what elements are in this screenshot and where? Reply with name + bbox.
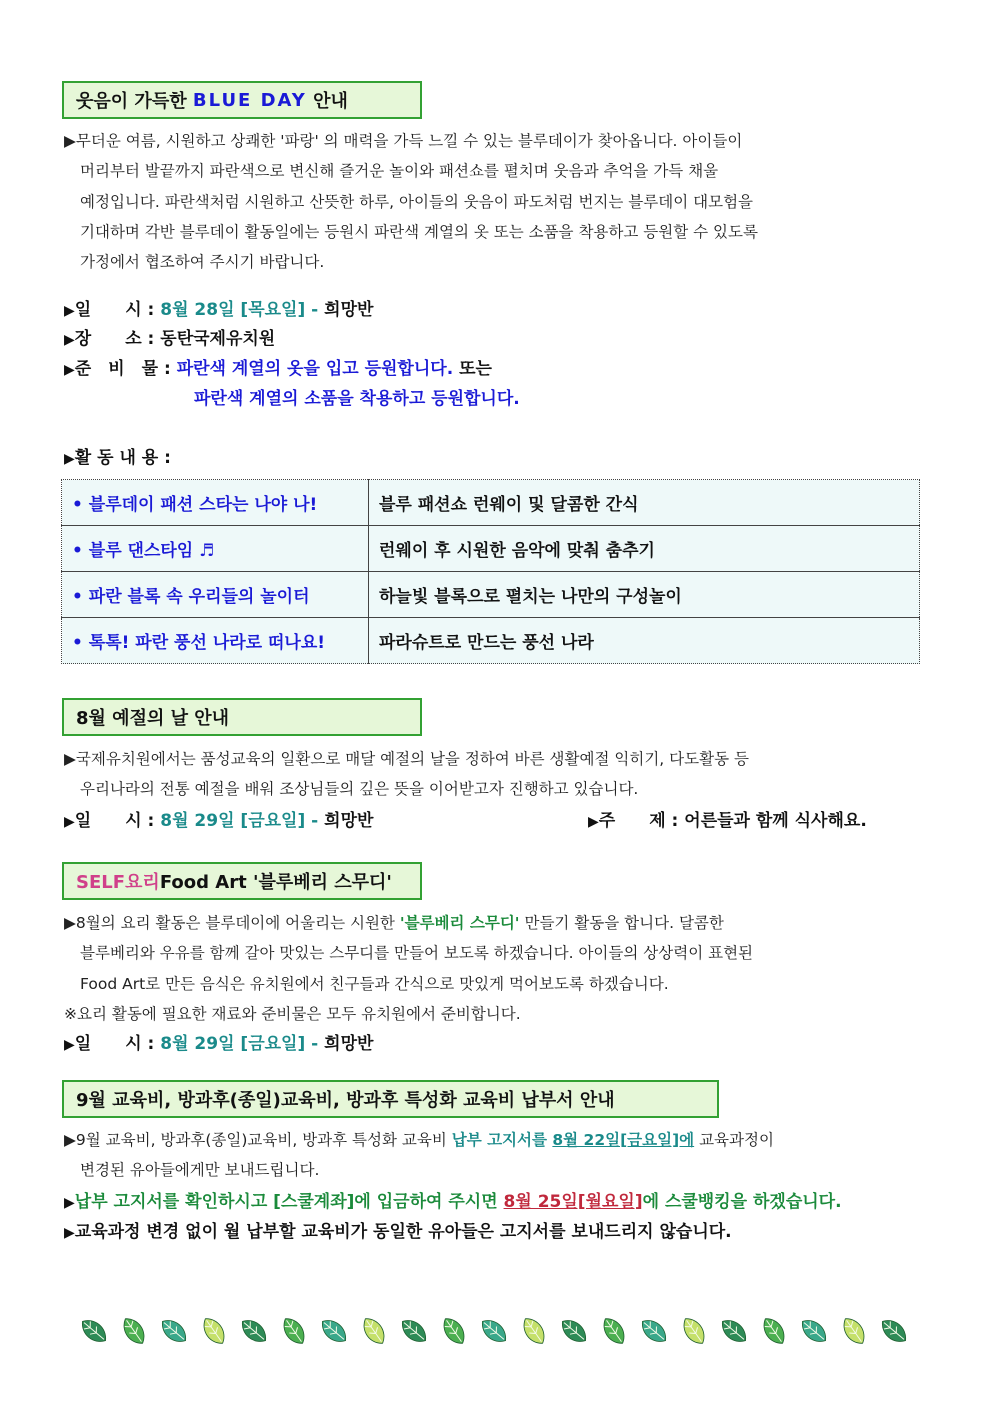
blueday-place: ▶장 소 : 동탄국제유치원 xyxy=(64,329,276,349)
activity-label: ▶활 동 내 용 : xyxy=(64,448,171,468)
leaf-icon xyxy=(839,1314,870,1348)
leaf-icon xyxy=(77,1315,111,1347)
leaf-icon xyxy=(397,1315,431,1347)
leaf-icon xyxy=(317,1315,351,1347)
tuition-line1-b: 납부 고지서를 xyxy=(451,1131,553,1149)
cooking-intro-line xyxy=(64,908,932,938)
activity-name: • 블루 댄스타임 ♬ xyxy=(62,526,369,572)
date-label: 일 시 : xyxy=(74,1034,161,1054)
etiquette-intro-line: 우리나라의 전통 예절을 배워 조상님들의 깊은 뜻을 이어받고자 진행하고 있습니다. xyxy=(80,780,639,799)
blueday-date: ▶일 시 : 8월 28일 [목요일] - 희망반 xyxy=(64,300,374,320)
date-class: 희망반 xyxy=(324,300,374,320)
table-row xyxy=(62,480,920,526)
blueday-intro-line: 기대하며 각반 블루데이 활동일에는 등원시 파란색 계열의 옷 또는 소품을 착용하고 등원할 수 있도록 xyxy=(80,222,758,241)
leaf-icon xyxy=(439,1314,470,1348)
cooking-intro-a: ▶8월의 요리 활동은 블루데이에 어울리는 시원한 xyxy=(64,914,400,932)
etiquette-intro-line: ▶국제유치원에서는 품성교육의 일환으로 매달 예절의 날을 정하여 바른 생활예절 익히기, 다도활동 등 xyxy=(64,750,749,768)
activity-desc: 런웨이 후 시원한 음악에 맞춰 춤추기 xyxy=(369,526,920,572)
table-row xyxy=(62,618,920,664)
leaf-icon xyxy=(237,1315,271,1347)
leaf-icon xyxy=(519,1314,550,1348)
date-value: 8월 28일 [목요일] - xyxy=(160,300,325,320)
activity-desc: 블루 패션쇼 런웨이 및 달콤한 간식 xyxy=(369,480,920,526)
leaf-border xyxy=(74,1313,914,1349)
theme-value: 어른들과 함께 식사해요. xyxy=(684,811,867,831)
cooking-intro-line: Food Art로 만든 음식은 유치원에서 친구들과 간식으로 맛있게 먹어보도록 하겠습니다. xyxy=(80,974,669,993)
leaf-icon xyxy=(759,1314,790,1348)
blueday-intro-line: 가정에서 협조하여 주시기 바랍니다. xyxy=(80,253,325,272)
cooking-title-rest: Food Art '블루베리 스무디' xyxy=(159,872,392,893)
theme-label: 주 제 : xyxy=(598,811,685,831)
date-value: 8월 29일 [금요일] - xyxy=(160,811,325,831)
cooking-intro-b: '블루베리 스무디' xyxy=(399,914,520,932)
cooking-title-pink: SELF요리 xyxy=(76,872,160,893)
activity-name: • 톡톡! 파란 풍선 나라로 떠나요! xyxy=(62,618,369,664)
etiquette-header: 8월 예절의 날 안내 xyxy=(62,698,422,736)
blueday-intro xyxy=(64,126,932,277)
etiquette-date: ▶일 시 : 8월 29일 [금요일] - 희망반 xyxy=(64,811,374,831)
leaf-icon xyxy=(599,1314,630,1348)
blueday-intro-line: ▶무더운 여름, 시원하고 상쾌한 '파랑' 의 매력을 가득 느낄 수 있는 블루데이가 찾아옵니다. 아이들이 xyxy=(64,132,743,150)
blueday-prep: ▶준 비 물 : 파란색 계열의 옷을 입고 등원합니다. 또는 xyxy=(64,359,492,379)
leaf-icon xyxy=(797,1315,831,1347)
prep-or: 또는 xyxy=(453,359,492,379)
tuition-line2-a: 납부 고지서를 확인하시고 [스쿨계좌]에 입금하여 주시면 xyxy=(74,1192,504,1212)
activity-label-text: 활 동 내 용 : xyxy=(74,448,171,468)
tuition-line2-b: 8월 25일[월요일] xyxy=(503,1192,643,1212)
date-class: 희망반 xyxy=(324,811,374,831)
leaf-icon xyxy=(477,1315,511,1347)
blueday-header xyxy=(62,81,422,119)
blueday-title-blue: BLUE DAY xyxy=(192,89,307,111)
tuition-line2-c: 에 스쿨뱅킹을 하겠습니다. xyxy=(642,1192,842,1212)
tuition-line2: ▶납부 고지서를 확인하시고 [스쿨계좌]에 입금하여 주시면 8월 25일[월요일]에 스쿨뱅킹을 하겠습니다. xyxy=(64,1192,842,1212)
place-value: 동탄국제유치원 xyxy=(160,329,276,349)
blueday-intro-line: 예정입니다. 파란색처럼 시원하고 산뜻한 하루, 아이들의 웃음이 파도처럼 번지는 블루데이 대모험을 xyxy=(80,192,754,211)
leaf-icon xyxy=(199,1314,230,1348)
blueday-title-post: 안내 xyxy=(313,91,348,112)
leaf-icon xyxy=(877,1315,911,1347)
leaf-icon xyxy=(557,1315,591,1347)
leaf-icon xyxy=(637,1315,671,1347)
table-row xyxy=(62,572,920,618)
table-row xyxy=(62,526,920,572)
etiquette-intro xyxy=(64,744,932,805)
prep-value-1: 파란색 계열의 옷을 입고 등원합니다. xyxy=(176,359,454,379)
activity-desc: 파라슈트로 만드는 풍선 나라 xyxy=(369,618,920,664)
tuition-intro xyxy=(64,1125,932,1186)
leaf-icon xyxy=(119,1314,150,1348)
leaf-icon xyxy=(717,1315,751,1347)
activity-name: • 블루데이 패션 스타는 나야 나! xyxy=(62,480,369,526)
date-class: 희망반 xyxy=(324,1034,374,1054)
blueday-intro-line: 머리부터 발끝까지 파란색으로 변신해 즐거운 놀이와 패션쇼를 펼치며 웃음과 추억을 가득 채울 xyxy=(80,162,719,181)
place-label: 장 소 : xyxy=(74,329,161,349)
etiquette-theme: ▶주 제 : 어른들과 함께 식사해요. xyxy=(588,811,867,831)
leaf-icon xyxy=(679,1314,710,1348)
tuition-header: 9월 교육비, 방과후(종일)교육비, 방과후 특성화 교육비 납부서 안내 xyxy=(62,1080,719,1118)
tuition-line3: ▶교육과정 변경 없이 월 납부할 교육비가 동일한 유아들은 고지서를 보내드리지 않습니다. xyxy=(64,1222,732,1242)
tuition-line1-c: 8월 22일[금요일]에 xyxy=(552,1131,695,1149)
date-label: 일 시 : xyxy=(74,811,161,831)
leaf-icon xyxy=(157,1315,191,1347)
activity-table xyxy=(61,479,920,664)
tuition-line3-text: 교육과정 변경 없이 월 납부할 교육비가 동일한 유아들은 고지서를 보내드리지 않습니다. xyxy=(74,1222,732,1242)
cooking-intro-line: 블루베리와 우유를 함께 갈아 맛있는 스무디를 만들어 보도록 하겠습니다. 아이들의 상상력이 표현된 xyxy=(80,944,754,963)
cooking-intro xyxy=(64,908,932,1029)
date-label: 일 시 : xyxy=(74,300,161,320)
tuition-line xyxy=(64,1125,932,1155)
activity-name: • 파란 블록 속 우리들의 놀이터 xyxy=(62,572,369,618)
tuition-line1-a: ▶9월 교육비, 방과후(종일)교육비, 방과후 특성화 교육비 xyxy=(64,1131,452,1149)
tuition-line1-d: 교육과정이 xyxy=(694,1131,774,1149)
cooking-date: ▶일 시 : 8월 29일 [금요일] - 희망반 xyxy=(64,1034,374,1054)
cooking-note: ※요리 활동에 필요한 재료와 준비물은 모두 유치원에서 준비합니다. xyxy=(64,1004,521,1023)
activity-desc: 하늘빛 블록으로 펼치는 나만의 구성놀이 xyxy=(369,572,920,618)
blueday-title-pre: 웃음이 가득한 xyxy=(76,91,187,112)
prep-label: 준 비 물 : xyxy=(74,359,177,379)
cooking-header xyxy=(62,862,422,900)
leaf-icon xyxy=(359,1314,390,1348)
date-value: 8월 29일 [금요일] - xyxy=(160,1034,325,1054)
cooking-intro-c: 만들기 활동을 합니다. 달콤한 xyxy=(519,914,724,932)
leaf-icon xyxy=(279,1314,310,1348)
tuition-line: 변경된 유아들에게만 보내드립니다. xyxy=(80,1161,320,1180)
blueday-prep-2: 파란색 계열의 소품을 착용하고 등원합니다. xyxy=(194,389,520,409)
